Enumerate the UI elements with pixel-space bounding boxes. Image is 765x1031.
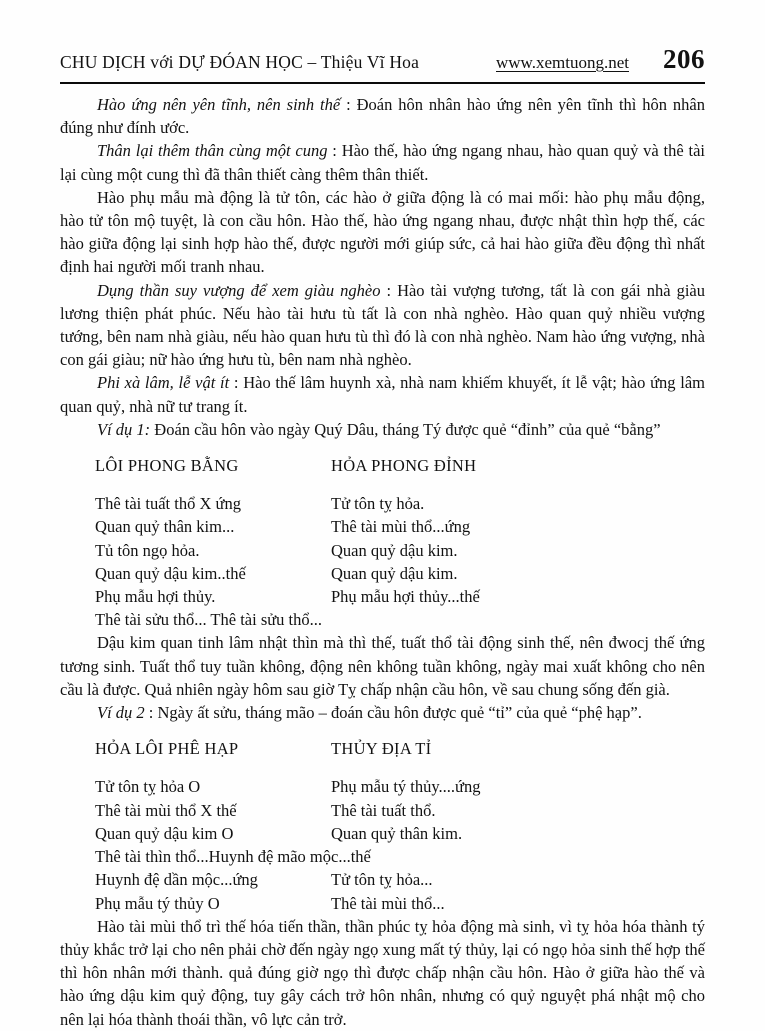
hexagram-line-right: Phụ mẫu tý thủy....ứng — [331, 777, 481, 797]
hexagram-line-left: Huynh đệ dần mộc...ứng — [95, 870, 258, 890]
hexagram-line-right: Phụ mẫu hợi thủy...thế — [331, 587, 480, 607]
book-title: CHU DỊCH với DỰ ĐÓAN HỌC – Thiệu Vĩ Hoa — [60, 52, 420, 72]
example1-intro — [60, 418, 705, 441]
paragraph-text: Hào tài mùi thổ trì thế hóa tiến thần, thần phúc tỵ hỏa động mà sinh, vì tỵ hỏa hóa thành tý thủy khắc trở lại cho nên phải chờ đến ngày ngọ xung mất tý thủy, lại có ngọ hỏa sinh thế hợp thế thì hôn nhân mới thành. quả đúng giờ ngọ thì được chấp nhận cầu hôn. Hào ở giữa hào thế và hào ứng dậu kim quỷ động, tuy gây cách trở hôn nhân, nhưng có quỷ nguyệt phá nhật mộ cho nên lại hóa thành thoái thần, vô lực cản trở. — [60, 916, 705, 1029]
hexagram-row — [95, 515, 705, 538]
header-divider — [60, 82, 705, 84]
hexagram-line-right: Quan quỷ thân kim. — [331, 823, 463, 843]
hexagram-row — [95, 868, 705, 891]
example2-intro — [60, 701, 705, 724]
paragraph-text: : Hào tài vượng tương, tất là con gái nhà giàu lương thiện phát phúc. Nếu hào tài hưu tù tất là con nhà nghèo. Hào quan quỷ nhiều vượng tướng, bên nam nhà giàu, nếu hào quan hưu tù thì đó là con nhà nghèo. Nam hào ứng vượng, nhà con gái giàu; nữ hào ứng hưu tù, bên nam nhà nghèo. — [60, 280, 705, 370]
paragraph-text: Dậu kim quan tinh lâm nhật thìn mà thì thế, tuất thổ tài động sinh thế, nên đwocj thế ứng tương sinh. Tuất thổ tuy tuần không, động nên không tuần không, ngày mai xuất không cho nên cầu là được. Quả nhiên ngày hôm sau giờ Tỵ chấp nhận cầu hôn, về sau chung sống đến già. — [60, 633, 705, 699]
paragraph-text: : Hào thế lâm huynh xà, nhà nam khiếm khuyết, ít lễ vật; hào ứng lâm quan quỷ, nhà nữ tư trang ít. — [60, 373, 705, 416]
hexagram-row — [95, 822, 705, 845]
hexagram-headers — [95, 737, 705, 760]
hexagram-table-2 — [95, 737, 705, 914]
hexagram-line-left: Phụ mẫu hợi thủy. — [95, 587, 216, 607]
hexagram-line-left: Phụ mẫu tý thủy O — [95, 893, 220, 913]
paragraph-text: : Hào thế, hào ứng ngang nhau, hào quan quỷ và thê tài lại cùng một cung thì đã thân thiết càng thêm thân thiết. — [60, 141, 706, 184]
hexagram-line-left: Quan quỷ dậu kim O — [95, 823, 234, 843]
hexagram-line-left: Thê tài tuất thổ X ứng — [95, 494, 241, 514]
paragraph-dung-than — [60, 279, 705, 372]
paragraph-text: Hào phụ mẫu mà động là tử tôn, các hào ở giữa động là có mai mối: hào phụ mẫu động, hào tử tôn mộ tuyệt, là con cầu hôn. Hào thế, hào ứng ngang nhau, được nhật thìn hợp thế, các hào giữa động lại sinh hợp hào thế, được người mới giúp sức, cả hai hào giữa đều động thì nhất định hai người mối tranh nhau. — [60, 187, 705, 277]
hexagram-row — [95, 892, 705, 915]
example-label: Ví dụ 2 — [97, 703, 149, 723]
page-header — [60, 44, 705, 75]
paragraph-lead: Hào ứng nên yên tĩnh, nên sinh thế — [97, 95, 341, 114]
hexagram-left-title: LÔI PHONG BẰNG — [95, 456, 239, 476]
paragraph-hao-phu-mau — [60, 186, 705, 279]
hexagram-headers — [95, 454, 705, 477]
hexagram-line-right: Tử tôn tỵ hỏa. — [331, 494, 425, 514]
hexagram-line-left: Thê tài mùi thổ X thế — [95, 800, 237, 820]
paragraph-lead: Phi xà lâm, lễ vật ít — [97, 373, 230, 393]
paragraph-text: : Ngày ất sửu, tháng mão – đoán cầu hôn được quẻ “tỉ” của quẻ “phệ hạp”. — [148, 703, 642, 723]
hexagram-line-right: Thê tài mùi thổ...ứng — [331, 517, 471, 537]
hexagram-table-1 — [95, 454, 705, 631]
hexagram-line-spanning: Thê tài sửu thổ... Thê tài sửu thổ... — [95, 610, 323, 630]
hexagram-row — [95, 799, 705, 822]
example-label: Ví dụ 1: — [97, 419, 151, 439]
hexagram-line-left: Tử tôn tỵ hỏa O — [95, 777, 201, 797]
hexagram-line-right: Thê tài tuất thổ. — [331, 800, 436, 820]
hexagram-left-title: HỎA LÔI PHÊ HẠP — [95, 739, 239, 759]
paragraph-hao-tai — [60, 915, 705, 1031]
paragraph-text: Đoán cầu hôn vào ngày Quý Dâu, tháng Tý được quẻ “đỉnh” của quẻ “bằng” — [150, 419, 661, 439]
paragraph-lead: Thân lại thêm thân cùng một cung — [97, 141, 328, 161]
hexagram-row — [95, 608, 705, 631]
hexagram-right-title: HỎA PHONG ĐỈNH — [331, 456, 477, 476]
paragraph-lead: Dụng thần suy vượng để xem giàu nghèo — [97, 280, 381, 300]
hexagram-row — [95, 539, 705, 562]
paragraph-phi-xa-lam — [60, 371, 705, 417]
paragraph-hao-ung — [60, 93, 705, 139]
hexagram-line-left: Quan quỷ dậu kim..thế — [95, 563, 246, 583]
hexagram-row — [95, 492, 705, 515]
hexagram-line-left: Quan quỷ thân kim... — [95, 517, 235, 537]
hexagram-line-right: Thê tài mùi thổ... — [331, 893, 445, 913]
page-content — [60, 93, 705, 1031]
website-link[interactable]: www.xemtuong.net — [496, 53, 629, 72]
page-number: 206 — [663, 44, 705, 74]
paragraph-text: : Đoán hôn nhân hào ứng nên yên tĩnh thì hôn nhân đúng như đính ước. — [60, 95, 705, 138]
hexagram-row — [95, 585, 705, 608]
hexagram-line-right: Tử tôn tỵ hỏa... — [331, 870, 433, 890]
hexagram-right-title: THỦY ĐỊA TỈ — [331, 739, 432, 759]
hexagram-row — [95, 845, 705, 868]
hexagram-row — [95, 562, 705, 585]
hexagram-line-right: Quan quỷ dậu kim. — [331, 563, 458, 583]
hexagram-line-left: Tủ tôn ngọ hỏa. — [95, 540, 200, 560]
paragraph-than-lai — [60, 139, 705, 185]
hexagram-row — [95, 775, 705, 798]
paragraph-dau-kim — [60, 631, 705, 701]
hexagram-line-spanning: Thê tài thìn thổ...Huynh đệ mão mộc...thế — [95, 847, 371, 867]
hexagram-line-right: Quan quỷ dậu kim. — [331, 540, 458, 560]
